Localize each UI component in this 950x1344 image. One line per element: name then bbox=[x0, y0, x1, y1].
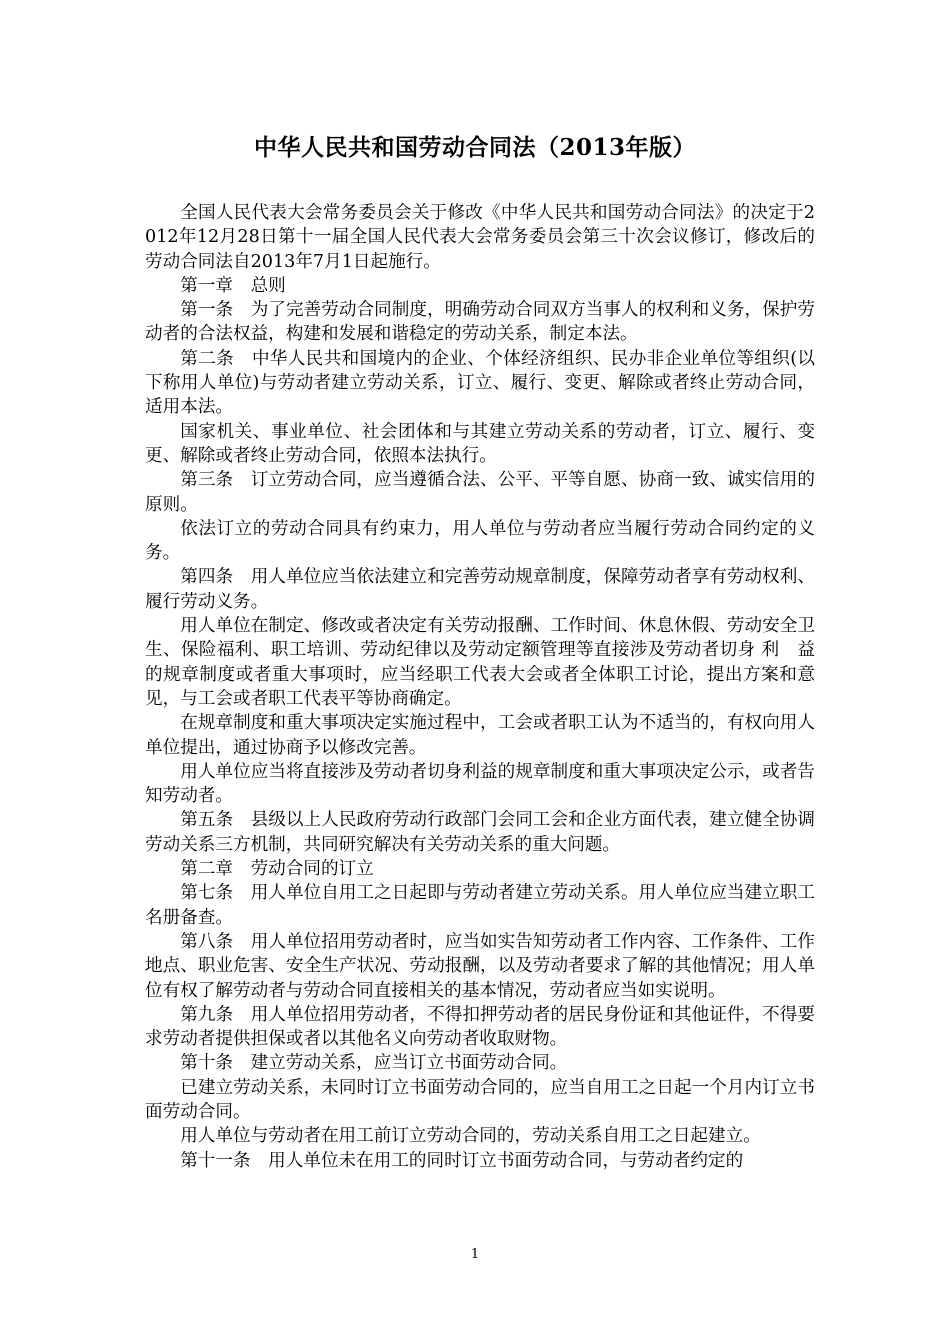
paragraph: 用人单位与劳动者在用工前订立劳动合同的，劳动关系自用工之日起建立。 bbox=[180, 1126, 761, 1147]
paragraph: 在规章制度和重大事项决定实施过程中，工会或者职工认为不适当的，有权向用人单位提出，通过协商予以修改完善。 bbox=[145, 713, 815, 758]
paragraph: 第十条 建立劳动关系，应当订立书面劳动合同。 bbox=[180, 1053, 568, 1074]
paragraph: 国家机关、事业单位、社会团体和与其建立劳动关系的劳动者，订立、履行、变更、解除或者终止劳动合同，依照本法执行。 bbox=[145, 421, 815, 466]
paragraph: 依法订立的劳动合同具有约束力，用人单位与劳动者应当履行劳动合同约定的义务。 bbox=[145, 518, 815, 564]
document-title: 中华人民共和国劳动合同法（2013年版） bbox=[253, 134, 696, 161]
paragraph: 用人单位在制定、修改或者决定有关劳动报酬、工作时间、休息休假、劳动安全卫生、保险福利、职工培训、劳动纪律以及劳动定额管理等直接涉及劳动者切身 利 益的规章制度或者重大事项时，应当经职工代表大会或者全体职工讨论，提出方案和意见，与工会或者职工代表平等协商确定。 bbox=[145, 616, 815, 709]
paragraph: 第七条 用人单位自用工之日起即与劳动者建立劳动关系。用人单位应当建立职工名册备查。 bbox=[145, 883, 815, 928]
paragraph: 第三条 订立劳动合同，应当遵循合法、公平、平等自愿、协商一致、诚实信用的原则。 bbox=[145, 470, 815, 515]
paragraph: 第二条 中华人民共和国境内的企业、个体经济组织、民办非企业单位等组织(以下称用人单位)与劳动者建立劳动关系，订立、履行、变更、解除或者终止劳动合同，适用本法。 bbox=[145, 348, 815, 418]
paragraph: 全国人民代表大会常务委员会关于修改《中华人民共和国劳动合同法》的决定于2012年12月28日第十一届全国人民代表大会常务委员会第三十次会议修订，修改后的劳动合同法自2013年7月1日起施行。 bbox=[145, 203, 815, 272]
paragraph: 第五条 县级以上人民政府劳动行政部门会同工会和企业方面代表，建立健全协调劳动关系三方机制，共同研究解决有关劳动关系的重大问题。 bbox=[145, 810, 815, 855]
page-number: 1 bbox=[470, 1247, 480, 1262]
chapter-heading: 第一章 总则 bbox=[180, 275, 286, 296]
paragraph: 第一条 为了完善劳动合同制度，明确劳动合同双方当事人的权利和义务，保护劳动者的合法权益，构建和发展和谐稳定的劳动关系，制定本法。 bbox=[145, 300, 815, 345]
paragraph: 第九条 用人单位招用劳动者，不得扣押劳动者的居民身份证和其他证件，不得要求劳动者提供担保或者以其他名义向劳动者收取财物。 bbox=[145, 1004, 815, 1050]
paragraph: 第八条 用人单位招用劳动者时，应当如实告知劳动者工作内容、工作条件、工作地点、职业危害、安全生产状况、劳动报酬，以及劳动者要求了解的其他情况；用人单位有权了解劳动者与劳动合同直接相关的基本情况，劳动者应当如实说明。 bbox=[145, 931, 815, 1001]
chapter-heading: 第二章 劳动合同的订立 bbox=[180, 859, 374, 880]
paragraph: 第四条 用人单位应当依法建立和完善劳动规章制度，保障劳动者享有劳动权利、履行劳动义务。 bbox=[145, 567, 815, 612]
paragraph: 第十一条 用人单位未在用工的同时订立书面劳动合同，与劳动者约定的 bbox=[180, 1150, 744, 1171]
paragraph: 用人单位应当将直接涉及劳动者切身利益的规章制度和重大事项决定公示，或者告知劳动者。 bbox=[145, 761, 815, 807]
document-body bbox=[145, 201, 815, 1173]
paragraph: 已建立劳动关系，未同时订立书面劳动合同的，应当自用工之日起一个月内订立书面劳动合同。 bbox=[145, 1077, 815, 1122]
